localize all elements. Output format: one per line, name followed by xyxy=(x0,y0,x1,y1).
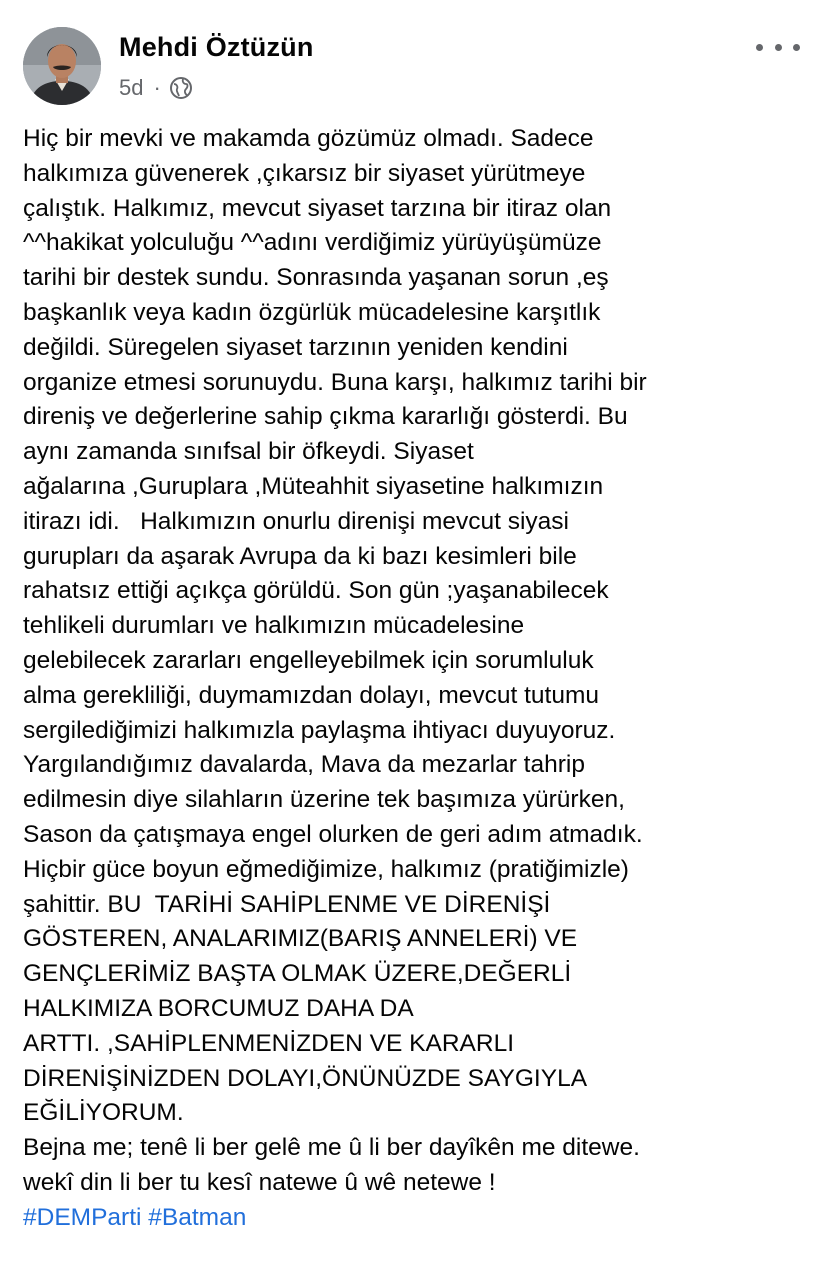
post-text-line: EĞİLİYORUM. xyxy=(23,1099,184,1127)
post-text-line: edilmesin diye silahların üzerine tek başımıza yürürken, xyxy=(23,786,625,814)
post-header xyxy=(0,0,820,118)
hashtags xyxy=(23,1201,813,1236)
post-text-line: şahittir. BU TARİHİ SAHİPLENME VE DİRENİŞİ xyxy=(23,890,551,918)
post-text-line: ^^hakikat yolculuğu ^^adını verdiğimiz yürüyüşümüze xyxy=(23,229,602,257)
post-text-line: Sason da çatışmaya engel olurken de geri adım atmadık. xyxy=(23,820,643,848)
post-text-line: GENÇLERİMİZ BAŞTA OLMAK ÜZERE,DEĞERLİ xyxy=(23,960,572,988)
post-text-line: DİRENİŞİNİZDEN DOLAYI,ÖNÜNÜZDE SAYGIYLA xyxy=(23,1064,588,1092)
post-text-line: çalıştık. Halkımız, mevcut siyaset tarzına bir itiraz olan xyxy=(23,194,612,222)
post-text-line: Hiçbir güce boyun eğmediğimize, halkımız (pratiğimizle) xyxy=(23,855,629,883)
hashtag-link[interactable]: #DEMParti xyxy=(23,1203,142,1231)
post-text-line: organize etmesi sorunuydu. Buna karşı, halkımız tarihi bir xyxy=(23,368,647,396)
post-text-line: direniş ve değerlerine sahip çıkma kararlığı gösterdi. Bu xyxy=(23,403,628,431)
post-text-line: rahatsız ettiği açıkça görüldü. Son gün ;yaşanabilecek xyxy=(23,577,609,605)
post-text-line: GÖSTEREN, ANALARIMIZ(BARIŞ ANNELERİ) VE xyxy=(23,925,578,953)
hashtag-link[interactable]: #Batman xyxy=(148,1203,247,1231)
post-text-line: Yargılandığımız davalarda, Mava da mezarlar tahrip xyxy=(23,751,585,779)
author-name[interactable]: Mehdi Öztüzün xyxy=(119,32,314,62)
post-text-line: sergilediğimizi halkımızla paylaşma ihtiyacı duyuyoruz. xyxy=(23,716,616,744)
post-text-line: ağalarına ,Guruplara ,Müteahhit siyasetine halkımızın xyxy=(23,472,604,500)
post-text-line: Hiç bir mevki ve makamda gözümüz olmadı. Sadece xyxy=(23,125,594,152)
more-options-icon[interactable] xyxy=(756,32,800,62)
post-text xyxy=(23,122,813,1236)
post-text-line: itirazı idi. Halkımızın onurlu direnişi mevcut siyasi xyxy=(23,507,569,535)
meta-separator: · xyxy=(153,75,161,100)
post-text-line: gelebilecek zararları engelleyebilmek için sorumluluk xyxy=(23,646,594,674)
post-text-line: aynı zamanda sınıfsal bir öfkeydi. Siyaset xyxy=(23,438,474,466)
avatar[interactable] xyxy=(23,27,101,105)
post-text-line: gurupları da aşarak Avrupa da ki bazı kesimleri bile xyxy=(23,542,577,570)
post-text-line: halkımıza güvenerek ,çıkarsız bir siyaset yürütmeye xyxy=(23,159,586,187)
post-text-line: ARTTI. ,SAHİPLENMENİZDEN VE KARARLI xyxy=(23,1029,515,1057)
avatar-image xyxy=(23,27,101,105)
post-text-line: başkanlık veya kadın özgürlük mücadelesine karşıtlık xyxy=(23,298,601,326)
post-text-line: değildi. Süregelen siyaset tarzının yeniden kendini xyxy=(23,333,568,361)
post-text-line: tehlikeli durumları ve halkımızın mücadelesine xyxy=(23,612,525,640)
globe-icon[interactable] xyxy=(169,76,193,100)
post-text-line: wekî din li ber tu kesî natewe û wê netewe ! xyxy=(23,1168,496,1196)
post-timestamp[interactable]: 5d xyxy=(119,75,144,100)
post-text-line: tarihi bir destek sundu. Sonrasında yaşanan sorun ,eş xyxy=(23,264,609,292)
post-meta xyxy=(119,74,193,102)
post-text-line: HALKIMIZA BORCUMUZ DAHA DA xyxy=(23,994,414,1022)
post-text-line: alma gerekliliği, duymamızdan dolayı, mevcut tutumu xyxy=(23,681,600,709)
post-text-line: Bejna me; tenê li ber gelê me û li ber dayîkên me ditewe. xyxy=(23,1134,640,1162)
